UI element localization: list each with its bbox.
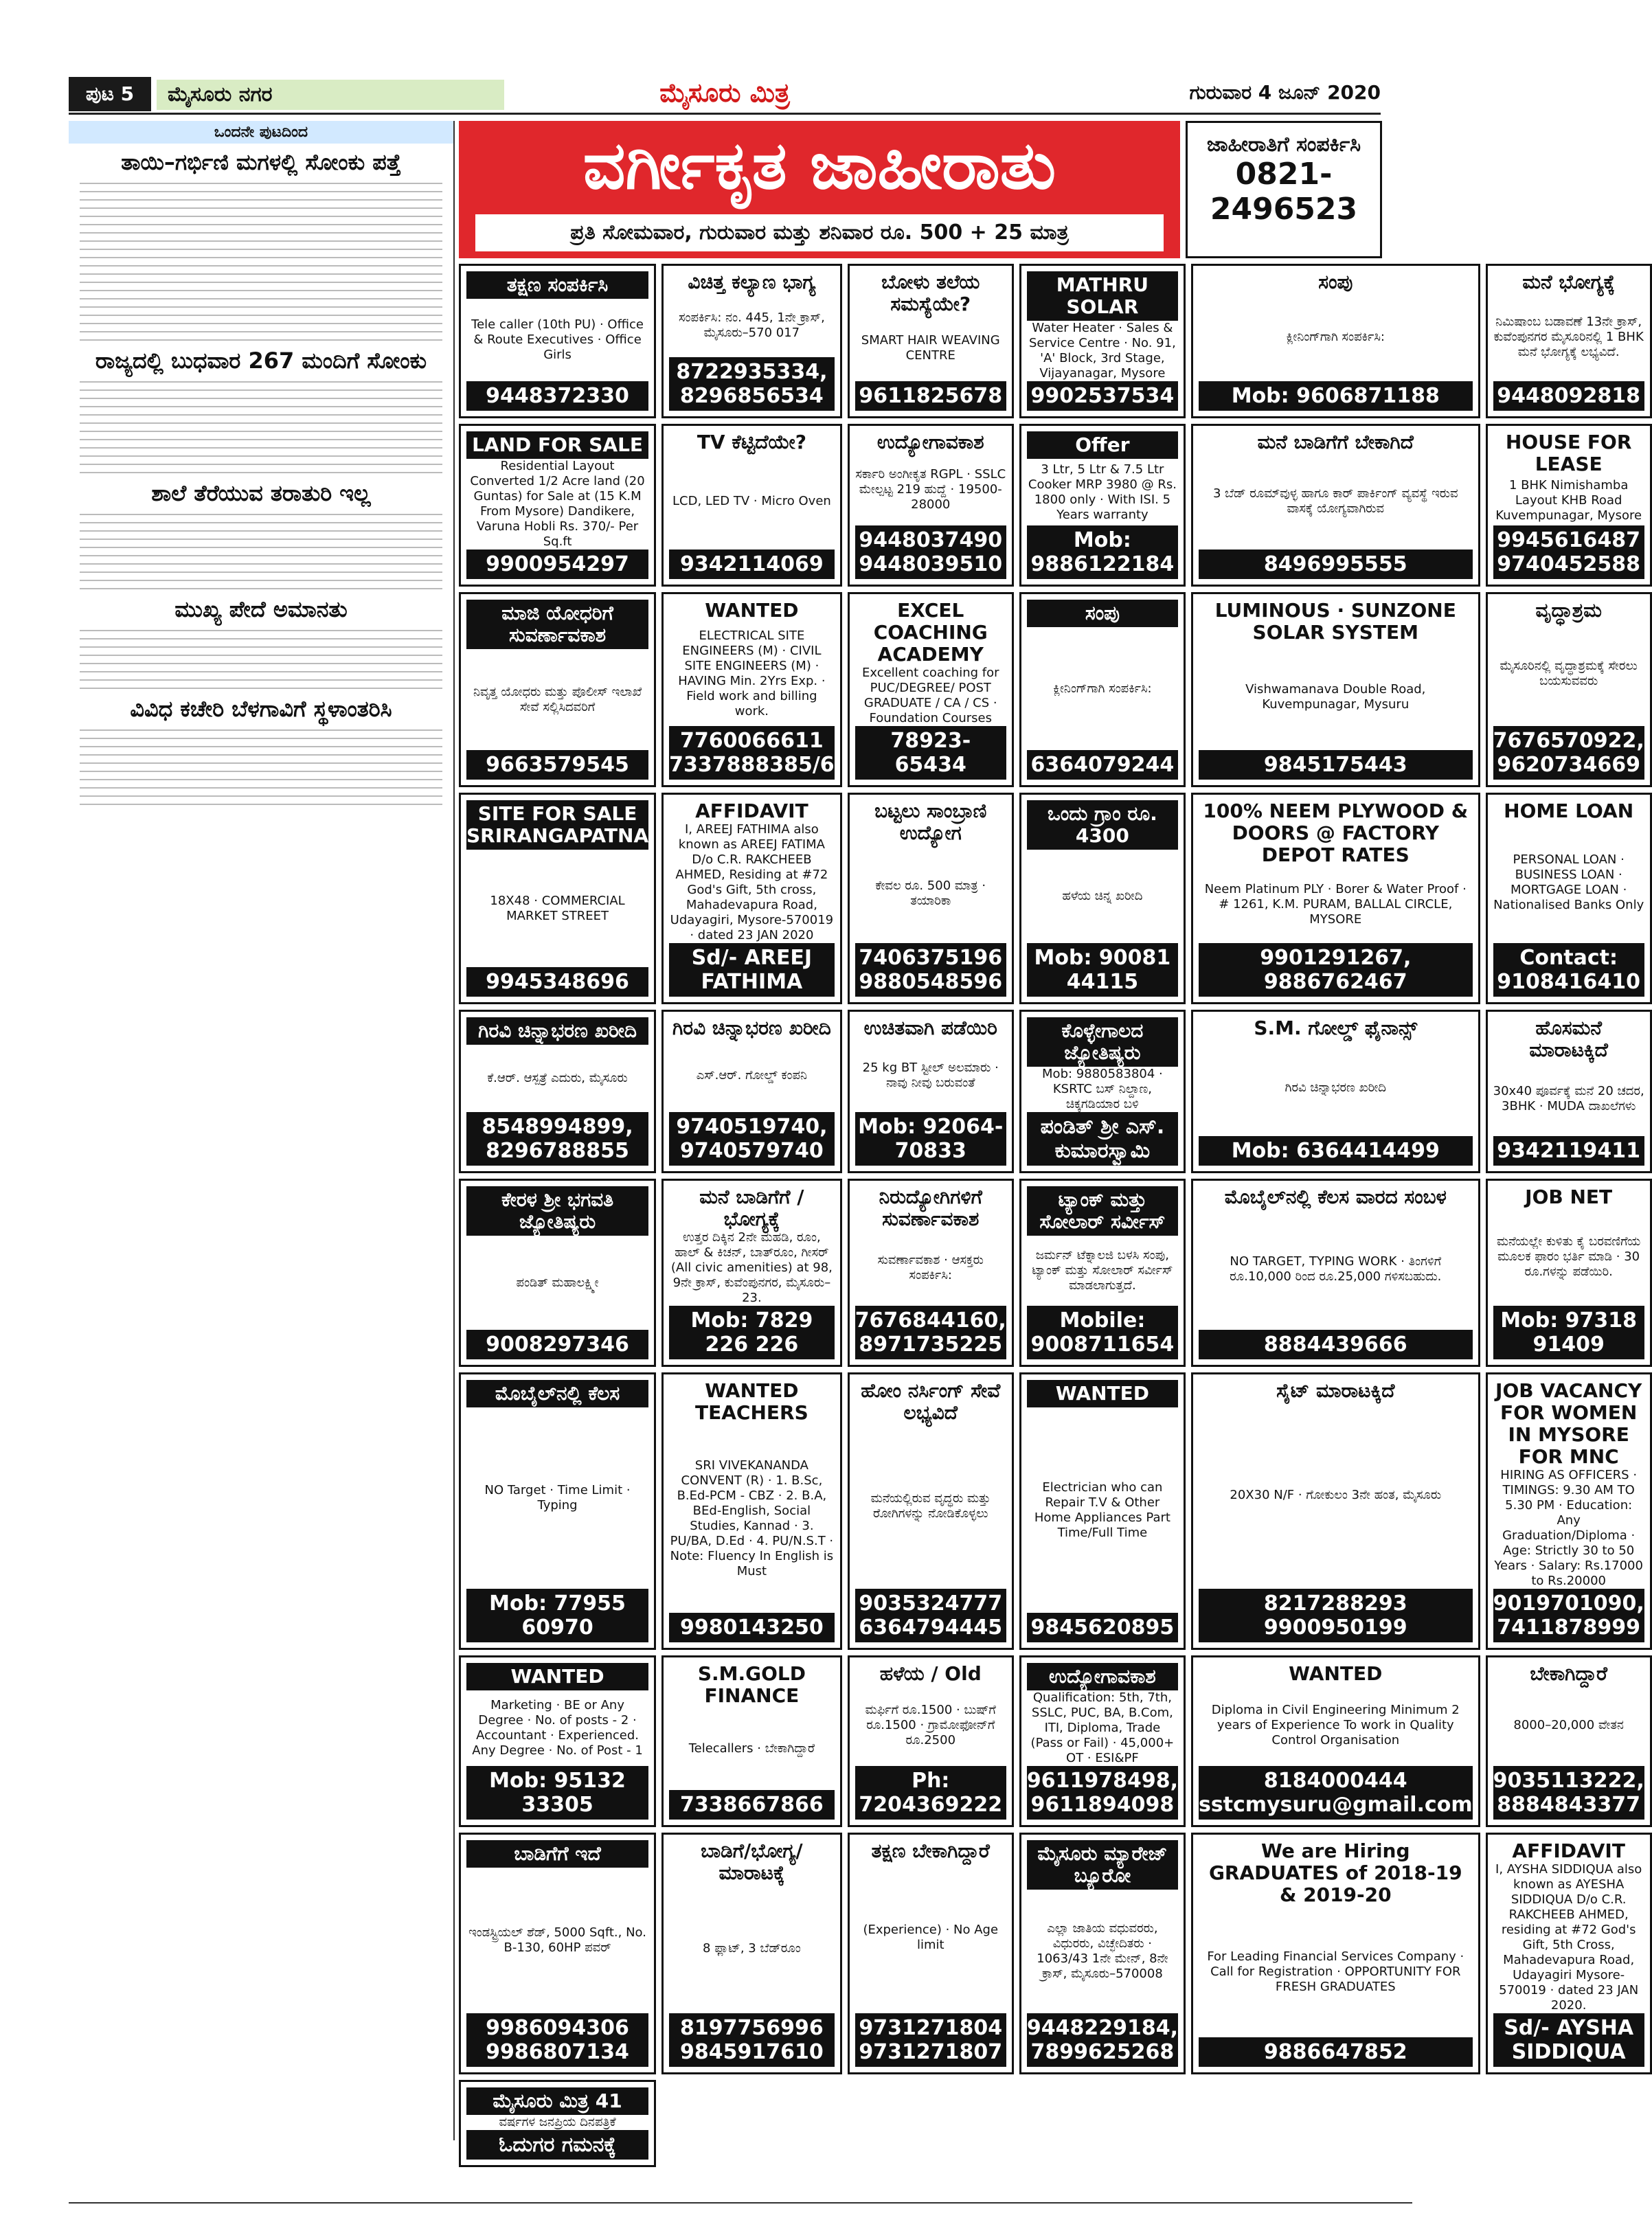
continued-strip: ಒಂದನೇ ಪುಟದಿಂದ bbox=[69, 121, 453, 144]
ad-phone: 8197756996 9845917610 bbox=[669, 2013, 835, 2067]
classified-ad bbox=[1019, 592, 1186, 787]
classified-ad bbox=[661, 592, 842, 787]
ad-heading: ಕೇರಳ ಶ್ರೀ ಭಗವತಿ ಜ್ಯೋತಿಷ್ಯರು bbox=[466, 1186, 648, 1236]
ad-heading: ತಕ್ಷಣ ಬೇಕಾಗಿದ್ದಾರೆ bbox=[871, 1839, 990, 1862]
ad-body: Excellent coaching for PUC/DEGREE/ POST GRADUATE / CA / CS · Foundation Courses bbox=[862, 666, 999, 725]
ad-heading: ಹೋಂ ನರ್ಸಿಂಗ್ ಸೇವೆ ಲಭ್ಯವಿದೆ bbox=[861, 1379, 1001, 1424]
ad-body: SMART HAIR WEAVING CENTRE bbox=[861, 333, 1000, 363]
contact-label: ಜಾಹೀರಾತಿಗೆ ಸಂಪರ್ಕಿಸಿ bbox=[1206, 133, 1361, 157]
ad-body: I, AREEJ FATHIMA also known as AREEJ FATIMA D/o C.R. RAKCHEEB AHMED, Residing at #72 God's Gift, 5th cross, Mahadevapura Road, Udayagiri, Mysore-570019 · dated 23 JAN 2020 bbox=[670, 822, 834, 942]
ad-body: 8000–20,000 ವೇತನ bbox=[1513, 1718, 1624, 1732]
classified-ad bbox=[1486, 1372, 1652, 1650]
ad-heading: ನಿರುದ್ಯೋಗಿಗಳಿಗೆ ಸುವರ್ಣಾವಕಾಶ bbox=[879, 1186, 982, 1230]
ad-body: 20X30 N/F · ಗೋಕುಲಂ 3ನೇ ಹಂತ, ಮೈಸೂರು bbox=[1230, 1488, 1442, 1502]
banner-title: ವರ್ಗೀಕೃತ ಜಾಹೀರಾತು bbox=[582, 126, 1056, 204]
ad-heading: ಬೋಳು ತಲೆಯ ಸಮಸ್ಯೆಯೇ? bbox=[881, 271, 980, 315]
classified-ad bbox=[1019, 1179, 1186, 1367]
ad-body: ಕೆ.ಆರ್. ಆಸ್ಪತ್ರೆ ಎದುರು, ಮೈಸೂರು bbox=[487, 1071, 628, 1085]
classified-ad bbox=[459, 1179, 656, 1367]
ad-heading: WANTED bbox=[466, 1663, 648, 1690]
classified-ad bbox=[848, 1179, 1014, 1367]
ad-phone: 9035113222, 8884843377 bbox=[1493, 1766, 1644, 1820]
ad-phone: 9611978498, 9611894098 bbox=[1027, 1766, 1178, 1820]
ad-heading: AFFIDAVIT bbox=[1512, 1839, 1625, 1862]
ad-phone: 9900954297 bbox=[466, 550, 648, 579]
ad-heading: Offer bbox=[1027, 431, 1178, 459]
ad-phone: 9986094306 9986807134 bbox=[466, 2013, 648, 2067]
ad-body: ಕ್ಲೀನಿಂಗ್‌ಗಾಗಿ ಸಂಪರ್ಕಿಸಿ: bbox=[1286, 330, 1385, 344]
article-body-5 bbox=[69, 729, 453, 805]
ad-heading: LAND FOR SALE bbox=[466, 431, 648, 459]
classified-ad bbox=[1191, 1655, 1480, 1827]
ad-body: ಕೇವಲ ರೂ. 500 ಮಾತ್ರ · ತಯಾರಿಕಾ bbox=[875, 879, 986, 908]
classifieds-banner bbox=[459, 121, 1180, 258]
ad-heading: SITE FOR SALE SRIRANGAPATNA bbox=[466, 800, 648, 850]
classified-ad bbox=[848, 793, 1014, 1004]
ad-phone: 9902537534 bbox=[1027, 381, 1178, 411]
ad-heading: WANTED bbox=[705, 599, 799, 622]
ad-heading: ವೃದ್ಧಾಶ್ರಮ bbox=[1535, 599, 1602, 622]
classified-ad bbox=[1019, 1010, 1186, 1173]
ad-body: ಗಿರವಿ ಚಿನ್ನಾಭರಣ ಖರೀದಿ bbox=[1285, 1080, 1386, 1095]
ad-heading: JOB NET bbox=[1525, 1186, 1613, 1208]
ad-body: 18X48 · COMMERCIAL MARKET STREET bbox=[490, 893, 625, 923]
ad-body: ಪಂಡಿತ್ ಮಹಾಲಕ್ಷ್ಮೀ bbox=[516, 1275, 599, 1290]
ad-body: Tele caller (10th PU) · Office & Route Executives · Office Girls bbox=[471, 317, 644, 362]
ad-heading: ಬಟ್ಟಲು ಸಾಂಬ್ರಾಣಿ ಉದ್ಯೋಗ bbox=[874, 800, 987, 844]
ad-body: ಉತ್ತರ ದಿಕ್ಕಿನ 2ನೇ ಮಹಡಿ, ರೂಂ, ಹಾಲ್ & ಕಿಚನ್, ಬಾತ್‌ರೂಂ, ಗೀಸರ್ (All civic amenities) at 98, 9ನೇ ಕ್ರಾಸ್, ಕುವೆಂಪುನಗರ, ಮೈಸೂರು–23. bbox=[670, 1230, 833, 1305]
ad-phone: 7760066611 7337888385/6 bbox=[669, 726, 835, 780]
ad-body: Water Heater · Sales & Service Centre · No. 91, 'A' Block, 3rd Stage, Vijayanagar, Mysore bbox=[1028, 321, 1176, 381]
ad-phone: 9663579545 bbox=[466, 750, 648, 780]
ad-phone: Contact: 9108416410 bbox=[1493, 943, 1644, 997]
ad-body: HIRING AS OFFICERS · TIMINGS: 9.30 AM TO 5.30 PM · Education: Any Graduation/Diploma · Age: Strictly 30 to 50 Years · Salary: Rs.17000 to Rs.20000 bbox=[1494, 1468, 1643, 1588]
ad-phone: 9740519740, 9740579740 bbox=[669, 1112, 835, 1166]
ad-body: Electrician who can Repair T.V & Other Home Appliances Part Time/Full Time bbox=[1034, 1480, 1170, 1540]
classified-ad bbox=[459, 264, 656, 418]
ad-heading: ಮೈಸೂರು ಮ್ಯಾರೇಜ್ ಬ್ಯೂರೋ bbox=[1027, 1840, 1178, 1890]
ad-phone: 9448372330 bbox=[466, 381, 648, 411]
classified-ad bbox=[661, 1179, 842, 1367]
ad-phone: 9845175443 bbox=[1199, 750, 1473, 780]
ad-heading: ತಕ್ಷಣ ಸಂಪರ್ಕಿಸಿ bbox=[466, 271, 648, 299]
ad-body: PERSONAL LOAN · BUSINESS LOAN · MORTGAGE LOAN · Nationalised Banks Only bbox=[1493, 852, 1644, 912]
classified-ad bbox=[459, 793, 656, 1004]
ad-heading: ಬಾಡಿಗೆ/ಭೋಗ್ಯ/ಮಾರಾಟಕ್ಕೆ bbox=[701, 1839, 803, 1884]
ad-heading: ವಿಚಿತ್ತ ಕಲ್ಯಾಣ ಭಾಗ್ಯ bbox=[688, 271, 816, 293]
classified-ad bbox=[661, 424, 842, 587]
article-body-2 bbox=[69, 381, 453, 473]
banner-subtitle: ಪ್ರತಿ ಸೋಮವಾರ, ಗುರುವಾರ ಮತ್ತು ಶನಿವಾರ ರೂ. 500 + 25 ಮಾತ್ರ bbox=[475, 214, 1164, 251]
ad-phone: 8722935334, 8296856534 bbox=[669, 357, 835, 411]
ad-heading: ಬೇಕಾಗಿದ್ದಾರೆ bbox=[1530, 1662, 1607, 1685]
ad-phone: 9008297346 bbox=[466, 1330, 648, 1359]
ad-body: (Experience) · No Age limit bbox=[863, 1923, 999, 1952]
ad-body: ನಿಮಿಷಾಂಬ ಬಡಾವಣೆ 13ನೇ ಕ್ರಾಸ್, ಕುವೆಂಪುನಗರ ಮೈಸೂರಿನಲ್ಲಿ 1 BHK ಮನೆ ಭೋಗ್ಯಕ್ಕೆ ಲಭ್ಯವಿದೆ. bbox=[1493, 315, 1644, 359]
ad-phone: Mob: 7829 226 226 bbox=[669, 1306, 835, 1359]
ad-body: 25 kg BT ಸ್ಟೀಲ್ ಅಲಮಾರು · ನಾವು ನೀವು ಬರುವಂತೆ bbox=[862, 1061, 999, 1090]
classified-ad bbox=[1019, 793, 1186, 1004]
ad-heading: 100% NEEM PLYWOOD & DOORS @ FACTORY DEPOT RATES bbox=[1203, 800, 1469, 866]
ad-body: ಮರ್ಫಿಗೆ ರೂ.1500 · ಬುಷ್‌ಗೆ ರೂ.1500 · ಗ್ರಾಮೋಫೋನ್‌ಗೆ ರೂ.2500 bbox=[865, 1703, 996, 1747]
ad-body: Telecallers · ಬೇಕಾಗಿದ್ದಾರೆ bbox=[688, 1741, 815, 1756]
ad-body: For Leading Financial Services Company · Call for Registration · OPPORTUNITY FOR FRESH GRADUATES bbox=[1207, 1949, 1464, 1994]
ad-phone: Mob: 97318 91409 bbox=[1493, 1306, 1644, 1359]
ad-heading: HOME LOAN bbox=[1504, 800, 1634, 822]
article-body-3 bbox=[69, 514, 453, 589]
ad-heading: AFFIDAVIT bbox=[695, 800, 808, 822]
ad-body: ಸಂಪರ್ಕಿಸಿ: ನಂ. 445, 1ನೇ ಕ್ರಾಸ್, ಮೈಸೂರು–570 017 bbox=[678, 310, 825, 340]
ad-heading: We are Hiring GRADUATES of 2018-19 & 2019-20 bbox=[1208, 1839, 1462, 1906]
classified-ad bbox=[661, 793, 842, 1004]
ad-phone: Ph: 7204369222 bbox=[855, 1766, 1006, 1820]
ad-phone: 8217288293 9900950199 bbox=[1199, 1589, 1473, 1642]
ad-phone: ಓದುಗರ ಗಮನಕ್ಕೆ bbox=[466, 2130, 648, 2160]
ad-body: 8 ಫ್ಲಾಟ್, 3 ಬೆಡ್‌ರೂಂ bbox=[703, 1941, 801, 1956]
ad-phone: 9035324777 6364794445 bbox=[855, 1589, 1006, 1642]
ad-body: LCD, LED TV · Micro Oven bbox=[672, 494, 831, 508]
ad-body: ಸುವರ್ಣಾವಕಾಶ · ಆಸಕ್ತರು ಸಂಪರ್ಕಿಸಿ: bbox=[877, 1253, 984, 1282]
ad-heading: ಉದ್ಯೋಗಾವಕಾಶ bbox=[876, 431, 984, 453]
classified-ad bbox=[1191, 424, 1480, 587]
classified-ad bbox=[459, 424, 656, 587]
ad-heading: ಮನೆ ಬಾಡಿಗೆಗೆ / ಭೋಗ್ಯಕ್ಕೆ bbox=[699, 1186, 804, 1230]
ad-heading: S.M. ಗೋಲ್ಡ್ ಫೈನಾನ್ಸ್ bbox=[1254, 1017, 1418, 1039]
ad-phone: 9448037490 9448039510 bbox=[855, 525, 1006, 579]
article-body-1 bbox=[69, 183, 453, 341]
headline-4: ಮುಖ್ಯ ಪೇದೆ ಅಮಾನತು bbox=[174, 596, 348, 622]
ad-heading: WANTED bbox=[1289, 1662, 1383, 1685]
classified-ad bbox=[1191, 1010, 1480, 1173]
classified-ad bbox=[661, 1833, 842, 2074]
ad-heading: LUMINOUS · SUNZONE SOLAR SYSTEM bbox=[1214, 599, 1456, 644]
ad-heading: HOUSE FOR LEASE bbox=[1505, 431, 1632, 475]
ad-phone: 9342119411 bbox=[1493, 1136, 1644, 1166]
classified-ad bbox=[1486, 592, 1652, 787]
ad-phone: 7338667866 bbox=[669, 1790, 835, 1820]
ad-heading: ಮೊಬೈಲ್‌ನಲ್ಲಿ ಕೆಲಸ bbox=[466, 1380, 648, 1407]
classified-ad bbox=[459, 592, 656, 787]
ad-body: 30x40 ಪೂರ್ವಕ್ಕೆ ಮನೆ 20 ಚದರ, 3BHK · MUDA ದಾಖಲೆಗಳು bbox=[1493, 1083, 1644, 1113]
classified-ad bbox=[1486, 264, 1652, 418]
ad-phone: 9980143250 bbox=[669, 1613, 835, 1642]
classified-ad bbox=[848, 264, 1014, 418]
classified-ad bbox=[848, 424, 1014, 587]
ad-phone: 8496995555 bbox=[1199, 550, 1473, 579]
masthead: ಮೈಸೂರು ಮಿತ್ರ bbox=[659, 77, 790, 108]
ad-body: 3 Ltr, 5 Ltr & 7.5 Ltr Cooker MRP 3980 @ Rs. 1800 only · With ISI. 5 Years warranty bbox=[1028, 462, 1177, 522]
ad-heading: ಮನೆ ಬಾಡಿಗೆಗೆ ಬೇಕಾಗಿದೆ bbox=[1257, 431, 1414, 453]
ad-phone: 8548994899, 8296788855 bbox=[466, 1112, 648, 1166]
classified-ad bbox=[1019, 1655, 1186, 1827]
ad-phone: Mob: 95132 33305 bbox=[466, 1766, 648, 1820]
ad-phone: 9019701090, 7411878999 bbox=[1493, 1589, 1644, 1642]
headline-5: ವಿವಿಧ ಕಚೇರಿ ಬೆಳಗಾವಿಗೆ ಸ್ಥಳಾಂತರಿಸಿ bbox=[130, 696, 392, 722]
classified-ad bbox=[661, 1010, 842, 1173]
ad-phone: 6364079244 bbox=[1027, 750, 1178, 780]
contact-phone: 0821-2496523 bbox=[1210, 157, 1358, 227]
classified-ad bbox=[1019, 264, 1186, 418]
ad-phone: 7676570922, 9620734669 bbox=[1493, 726, 1644, 780]
ad-phone: 9731271804 9731271807 bbox=[855, 2013, 1006, 2067]
ad-body: ಮನೆಯಲ್ಲಿರುವ ವೃದ್ಧರು ಮತ್ತು ರೋಗಿಗಳನ್ನು ನೋಡಿಕೊಳ್ಳಲು bbox=[870, 1491, 991, 1521]
ad-phone: Sd/- AYSHA SIDDIQUA bbox=[1493, 2013, 1644, 2067]
ad-phone: 9845620895 bbox=[1027, 1613, 1178, 1642]
ad-body: I, AYSHA SIDDIQUA also known as AYESHA SIDDIQUA D/o C.R. RAKCHEEB AHMED, residing at #72 God's Gift, 5th Cross, Mahadevapura Road, Udayagiri Mysore-570019 · dated 23 JAN 2020. bbox=[1495, 1862, 1642, 2013]
ad-body: NO Target · Time Limit · Typing bbox=[484, 1483, 631, 1513]
news-column bbox=[69, 121, 455, 2140]
ad-heading: EXCEL COACHING ACADEMY bbox=[873, 599, 988, 666]
classified-ad bbox=[1191, 793, 1480, 1004]
classified-ad bbox=[848, 1372, 1014, 1650]
ad-heading: ಕೊಳ್ಳೇಗಾಲದ ಜ್ಯೋತಿಷ್ಯರು bbox=[1027, 1017, 1178, 1067]
ad-heading: ಮೈಸೂರು ಮಿತ್ರ 41 bbox=[466, 2087, 648, 2115]
page-number: ಪುಟ 5 bbox=[69, 77, 151, 111]
classified-ad bbox=[848, 1655, 1014, 1827]
ad-phone: Mob: 6364414499 bbox=[1199, 1136, 1473, 1166]
ad-phone: 8184000444 sstcmysuru@gmail.com bbox=[1199, 1766, 1473, 1820]
ad-heading: ಮಾಜಿ ಯೋಧರಿಗೆ ಸುವರ್ಣಾವಕಾಶ bbox=[466, 600, 648, 649]
ad-body: ಎಲ್ಲಾ ಜಾತಿಯ ವಧುವರರು, ವಿಧುರರು, ವಿಚ್ಛೇದಿತರು · 1063/43 1ನೇ ಮೇನ್, 8ನೇ ಕ್ರಾಸ್, ಮೈಸೂರು–570008 bbox=[1037, 1921, 1168, 1981]
ad-heading: ಮನೆ ಭೋಗ್ಯಕ್ಕೆ bbox=[1522, 271, 1615, 293]
ad-phone: 78923-65434 bbox=[855, 726, 1006, 780]
ad-heading: ಉಚಿತವಾಗಿ ಪಡೆಯಿರಿ bbox=[863, 1017, 997, 1039]
ad-body: ಕ್ಲೀನಿಂಗ್‌ಗಾಗಿ ಸಂಪರ್ಕಿಸಿ: bbox=[1053, 681, 1152, 696]
classified-ad bbox=[1486, 1179, 1652, 1367]
ad-phone: Mob: 77955 60970 bbox=[466, 1589, 648, 1642]
ad-phone: 9901291267, 9886762467 bbox=[1199, 943, 1473, 997]
ad-phone: Sd/- AREEJ FATHIMA bbox=[669, 943, 835, 997]
classified-ad bbox=[459, 2080, 656, 2167]
ad-contact-box bbox=[1186, 121, 1382, 258]
classified-ad bbox=[1191, 1833, 1480, 2074]
classified-ad bbox=[459, 1655, 656, 1827]
ad-heading: ಸಂಪು bbox=[1318, 271, 1353, 293]
classified-ad bbox=[1486, 424, 1652, 587]
classified-ad bbox=[848, 1010, 1014, 1173]
ad-phone: 9448229184, 7899625268 bbox=[1027, 2013, 1178, 2067]
ad-body: Qualification: 5th, 7th, SSLC, PUC, BA, B.Com, ITI, Diploma, Trade (Pass or Fail) · 45,000+ OT · ESI&PF bbox=[1030, 1690, 1175, 1765]
ad-body: Mob: 9880583804 · KSRTC ಬಸ್ ನಿಲ್ದಾಣ, ಚಿಕ್ಕಗಡಿಯಾರ ಬಳಿ bbox=[1042, 1067, 1163, 1111]
ad-heading: S.M.GOLD FINANCE bbox=[697, 1662, 806, 1707]
ad-body: Vishwamanava Double Road, Kuvempunagar, Mysuru bbox=[1245, 681, 1426, 712]
classified-ad bbox=[1191, 592, 1480, 787]
ad-phone: Mob: 90081 44115 bbox=[1027, 943, 1178, 997]
ad-heading: TV ಕೆಟ್ಟಿದೆಯೇ? bbox=[697, 431, 806, 453]
classified-ad bbox=[1019, 1372, 1186, 1650]
ad-body: Residential Layout Converted 1/2 Acre land (20 Guntas) for Sale at (15 K.M From Mysore) Dandikere, Varuna Hobli Rs. 370/- Per Sq.ft bbox=[470, 459, 645, 549]
classified-ad bbox=[661, 1372, 842, 1650]
ad-heading: ಬಾಡಿಗೆಗೆ ಇದೆ bbox=[466, 1840, 648, 1868]
ad-body: NO TARGET, TYPING WORK · ತಿಂಗಳಿಗೆ ರೂ.10,000 ರಿಂದ ರೂ.25,000 ಗಳಿಸಬಹುದು. bbox=[1230, 1254, 1442, 1284]
classified-ad bbox=[1191, 1179, 1480, 1367]
ad-body: ಎಸ್.ಆರ್. ಗೋಲ್ಡ್ ಕಂಪನಿ bbox=[696, 1068, 808, 1083]
ad-phone: 7406375196 9880548596 bbox=[855, 943, 1006, 997]
ad-body: 3 ಬೆಡ್ ರೂಮ್‌ವುಳ್ಳ ಹಾಗೂ ಕಾರ್ ಪಾರ್ಕಿಂಗ್ ವ್ಯವಸ್ಥೆ ಇರುವ ವಾಸಕ್ಕೆ ಯೋಗ್ಯವಾಗಿರುವ bbox=[1212, 486, 1458, 516]
ad-heading: ಟ್ಯಾಂಕ್ ಮತ್ತು ಸೋಲಾರ್ ಸರ್ವೀಸ್ bbox=[1027, 1186, 1178, 1236]
ad-phone: 9886647852 bbox=[1199, 2037, 1473, 2067]
ad-phone: 9945348696 bbox=[466, 967, 648, 997]
ad-body: SRI VIVEKANANDA CONVENT (R) · 1. B.Sc, B.Ed-PCM - CBZ · 2. B.A, BEd-English, Social Studies, Kannad · 3. PU/BA, D.Ed · 4. PU/N.S.T · Note: Fluency In English is Must bbox=[670, 1458, 834, 1578]
ad-heading: MATHRU SOLAR bbox=[1027, 271, 1178, 321]
ad-phone: Mob: 9606871188 bbox=[1199, 381, 1473, 411]
ad-body: Neem Platinum PLY · Borer & Water Proof · # 1261, K.M. PURAM, BALLAL CIRCLE, MYSORE bbox=[1204, 882, 1467, 927]
ad-body: Marketing · BE or Any Degree · No. of posts - 2 · Accountant · Experienced. Any Degree · No. of Post - 1 bbox=[472, 1698, 643, 1758]
ad-phone: 9945616487 9740452588 bbox=[1493, 525, 1644, 579]
ad-heading: WANTED bbox=[1027, 1380, 1178, 1407]
classified-ad bbox=[848, 1833, 1014, 2074]
ad-phone: 9342114069 bbox=[669, 550, 835, 579]
ad-body: ವರ್ಷಗಳ ಜನಪ್ರಿಯ ದಿನಪತ್ರಿಕೆ bbox=[499, 2115, 616, 2129]
ad-body: ಮೈಸೂರಿನಲ್ಲಿ ವೃದ್ಧಾಶ್ರಮಕ್ಕೆ ಸೇರಲು ಬಯಸುವವರು bbox=[1500, 659, 1638, 688]
ad-body: ನಿವೃತ್ತ ಯೋಧರು ಮತ್ತು ಪೊಲೀಸ್ ಇಲಾಖೆ ಸೇವೆ ಸಲ್ಲಿಸಿದವರಿಗೆ bbox=[473, 684, 642, 714]
ad-body: ELECTRICAL SITE ENGINEERS (M) · CIVIL SITE ENGINEERS (M) · HAVING Min. 2Yrs Exp. · Field work and billing work. bbox=[678, 628, 826, 718]
classified-ad bbox=[459, 1372, 656, 1650]
classified-ad bbox=[1191, 1372, 1480, 1650]
ad-heading: ಹಳೆಯ / Old bbox=[879, 1662, 982, 1685]
ad-body: ಹಳೆಯ ಚಿನ್ನ ಖರೀದಿ bbox=[1062, 889, 1143, 903]
ad-heading: ಸೈಟ್ ಮಾರಾಟಕ್ಕಿದೆ bbox=[1276, 1379, 1395, 1402]
classified-ad bbox=[1486, 793, 1652, 1004]
section-title: ಮೈಸೂರು ನಗರ bbox=[157, 80, 504, 110]
classified-ad bbox=[459, 1833, 656, 2074]
classified-ad bbox=[459, 1010, 656, 1173]
ad-phone: Mob: 92064-70833 bbox=[855, 1112, 1006, 1166]
ad-heading: WANTED TEACHERS bbox=[695, 1379, 808, 1424]
ad-phone: 9611825678 bbox=[855, 381, 1006, 411]
ad-phone: 8884439666 bbox=[1199, 1330, 1473, 1359]
ad-phone: Mob: 9886122184 bbox=[1027, 525, 1178, 579]
ad-body: 1 BHK Nimishamba Layout KHB Road Kuvempunagar, Mysore bbox=[1495, 477, 1642, 523]
headline-2: ರಾಜ್ಯದಲ್ಲಿ ಬುಧವಾರ 267 ಮಂದಿಗೆ ಸೋಂಕು bbox=[95, 348, 427, 374]
ad-heading: ಮೊಬೈಲ್‌ನಲ್ಲಿ ಕೆಲಸ ವಾರದ ಸಂಬಳ bbox=[1224, 1186, 1447, 1208]
classified-ad bbox=[661, 264, 842, 418]
issue-date: ಗುರುವಾರ 4 ಜೂನ್ 2020 bbox=[1189, 81, 1381, 104]
classified-ad bbox=[1486, 1010, 1652, 1173]
headline-3: ಶಾಲೆ ತೆರೆಯುವ ತರಾತುರಿ ಇಲ್ಲ bbox=[151, 480, 371, 506]
page-header bbox=[69, 77, 1381, 115]
classified-ad bbox=[848, 592, 1014, 787]
classified-ad bbox=[661, 1655, 842, 1827]
classified-ad bbox=[1191, 264, 1480, 418]
page-footer bbox=[69, 2202, 1412, 2226]
ad-body: ಜರ್ಮನ್ ಟೆಕ್ನಾಲಜಿ ಬಳಸಿ ಸಂಪು, ಟ್ಯಾಂಕ್ ಮತ್ತು ಸೋಲಾರ್ ಸರ್ವೀಸ್ ಮಾಡಲಾಗುತ್ತದೆ. bbox=[1032, 1248, 1173, 1293]
ad-heading: ಒಂದು ಗ್ರಾಂ ರೂ. 4300 bbox=[1027, 800, 1178, 850]
ad-heading: ಹೊಸಮನೆ ಮಾರಾಟಕ್ಕಿದೆ bbox=[1529, 1017, 1608, 1061]
ad-body: ಸರ್ಕಾರಿ ಅಂಗೀಕೃತ RGPL · SSLC ಮೇಲ್ಪಟ್ಟ 219 ಹುದ್ದೆ · 19500-28000 bbox=[855, 466, 1006, 512]
ad-phone: Mobile: 9008711654 bbox=[1027, 1306, 1178, 1359]
ad-heading: ಗಿರವಿ ಚಿನ್ನಾಭರಣ ಖರೀದಿ bbox=[466, 1017, 648, 1045]
ad-body: ಮನೆಯಲ್ಲೇ ಕುಳಿತು ಕೈ ಬರವಣಿಗೆಯ ಮೂಲಕ ಫಾರಂ ಭರ್ತಿ ಮಾಡಿ · 30 ರೂ.ಗಳನ್ನು ಪಡೆಯಿರಿ. bbox=[1496, 1234, 1641, 1279]
classified-ad bbox=[1019, 1833, 1186, 2074]
classifieds-grid bbox=[459, 264, 1644, 2208]
ad-body: ಇಂಡಸ್ಟ್ರಿಯಲ್ ಶೆಡ್, 5000 Sqft., No. B-130, 60HP ಪವರ್ bbox=[468, 1925, 646, 1955]
classified-ad bbox=[1019, 424, 1186, 587]
ad-heading: ಗಿರವಿ ಚಿನ್ನಾಭರಣ ಖರೀದಿ bbox=[672, 1017, 831, 1039]
ad-body: Diploma in Civil Engineering Minimum 2 years of Experience To work in Quality Control Organisation bbox=[1211, 1703, 1460, 1747]
headline-1: ತಾಯಿ–ಗರ್ಭಿಣಿ ಮಗಳಲ್ಲಿ ಸೋಂಕು ಪತ್ತೆ bbox=[121, 149, 401, 175]
ad-heading: ಉದ್ಯೋಗಾವಕಾಶ bbox=[1027, 1663, 1178, 1690]
ad-heading: JOB VACANCY FOR WOMEN IN MYSORE FOR MNC bbox=[1495, 1379, 1642, 1468]
ad-phone: 9448092818 bbox=[1493, 381, 1644, 411]
article-body-4 bbox=[69, 630, 453, 689]
classified-ad bbox=[1486, 1655, 1652, 1827]
classified-ad bbox=[1486, 1833, 1652, 2074]
ad-phone: ಪಂಡಿತ್ ಶ್ರೀ ಎಸ್. ಕುಮಾರಸ್ವಾಮಿ bbox=[1027, 1112, 1178, 1166]
ad-heading: ಸಂಪು bbox=[1027, 600, 1178, 627]
ad-phone: 7676844160, 8971735225 bbox=[855, 1306, 1006, 1359]
